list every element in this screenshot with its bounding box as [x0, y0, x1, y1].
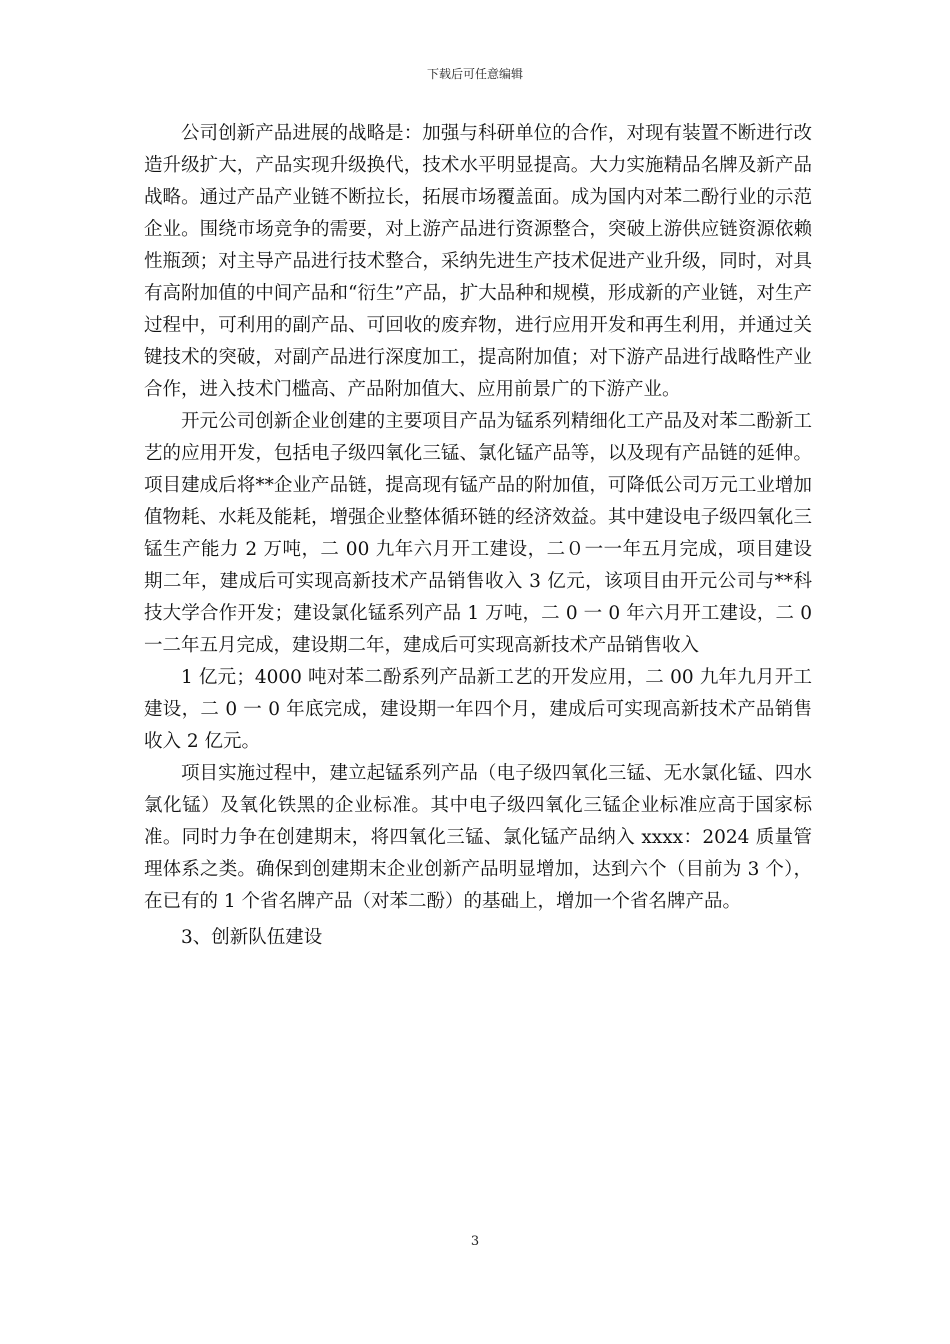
section-heading: 3、创新队伍建设 [181, 927, 323, 948]
paragraph-projects: 开元公司创新企业创建的主要项目产品为锰系列精细化工产品及对苯二酚新工艺的应用开发，包括电子级四氧化三锰、氯化锰产品等，以及现有产品链的延伸。项目建成后将**企业产品链，提高现有锰产品的附加值，可降低公司万元工业增加值物耗、水耗及能耗，增强企业整体循环链的经济效益。其中建设电子级四氧化三锰生产能力 2 万吨，二 00 九年六月开工建设，二０一一年五月完成，项目建设期二年，建成后可实现高新技术产品销售收入 3 亿元，该项目由开元公司与**科技大学合作开发；建设氯化锰系列产品 1 万吨，二 0 一 0 年六月开工建设，二 0 一二年五月完成，建设期二年，建成后可实现高新技术产品销售收入 [144, 411, 812, 656]
page-header: 下载后可任意编辑 [426, 67, 523, 81]
document-body [144, 118, 812, 954]
paragraph-standards: 项目实施过程中，建立起锰系列产品（电子级四氧化三锰、无水氯化锰、四水氯化锰）及氧化铁黑的企业标准。其中电子级四氧化三锰企业标准应高于国家标准。同时力争在创建期末，将四氧化三锰、氯化锰产品纳入 xxxx：2024 质量管理体系之类。确保到创建期末企业创新产品明显增加，达到六个（目前为 3 个），在已有的 1 个省名牌产品（对苯二酚）的基础上，增加一个省名牌产品。 [144, 763, 812, 912]
paragraph-hydroquinone: 1 亿元；4000 吨对苯二酚系列产品新工艺的开发应用，二 00 九年九月开工建设，二 0 一 0 年底完成，建设期一年四个月，建成后可实现高新技术产品销售收入 2 亿元。 [144, 667, 812, 752]
page-number: 3 [470, 1234, 480, 1249]
paragraph-strategy: 公司创新产品进展的战略是：加强与科研单位的合作，对现有装置不断进行改造升级扩大，产品实现升级换代，技术水平明显提高。大力实施精品名牌及新产品战略。通过产品产业链不断拉长，拓展市场覆盖面。成为国内对苯二酚行业的示范企业。围绕市场竞争的需要，对上游产品进行资源整合，突破上游供应链资源依赖性瓶颈；对主导产品进行技术整合，采纳先进生产技术促进产业升级，同时，对具有高附加值的中间产品和“衍生”产品，扩大品种和规模，形成新的产业链，对生产过程中，可利用的副产品、可回收的废弃物，进行应用开发和再生利用，并通过关键技术的突破，对副产品进行深度加工，提高附加值；对下游产品进行战略性产业合作，进入技术门槛高、产品附加值大、应用前景广的下游产业。 [144, 123, 812, 400]
